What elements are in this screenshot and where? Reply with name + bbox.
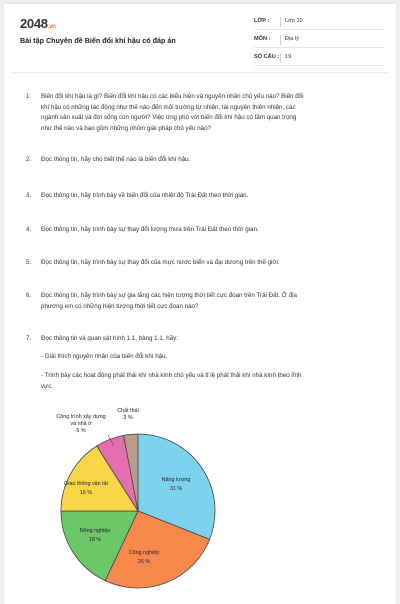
question-line: Đọc thông tin, hãy trình bày sự gia tăng các hiện tượng thời tiết cực đoan trên Trái Đất. Ở địa: [41, 292, 297, 299]
question-number: 2.: [26, 156, 32, 163]
question-line: như thế nào và bao gồm những nhóm giải pháp chủ yếu nào?: [41, 124, 211, 132]
question-text: [41, 155, 378, 166]
meta-value: Lớp 10: [285, 18, 303, 24]
question-number: 6.: [26, 292, 32, 299]
meta-label: SỐ CÂU :: [254, 54, 280, 60]
logo-suffix: .vn: [47, 24, 56, 30]
question-text: [41, 191, 378, 202]
meta-value: 19: [285, 54, 292, 60]
question-text: [41, 258, 378, 269]
logo-text: 2048: [20, 16, 48, 31]
bullet-line: vực.: [41, 382, 54, 390]
slice-label: Năng lượng 31 %: [161, 477, 191, 492]
question-line: ngành sản xuất và đời sống con người? Việc ứng phó với biến đổi khí hậu có tầm quan trọng: [41, 114, 297, 121]
question-number: 3.: [26, 192, 32, 199]
document-page: [4, 4, 396, 604]
pie-chart-svg: [48, 404, 228, 594]
site-logo[interactable]: [20, 16, 56, 31]
meta-row-class: [254, 17, 384, 30]
question-line: Đọc thông tin, hãy trình bày sự thay đổi của mực nước biển và đại dương trên thế giới.: [41, 259, 280, 266]
meta-label: LỚP :: [254, 18, 270, 24]
slice-label: Giao thông vận tải 16 %: [64, 481, 108, 496]
slice-label: Chất thải 3 %: [117, 408, 139, 421]
question-line: Đọc thông tin và quan sát hình 1.1, bảng 1.1, hãy:: [41, 335, 178, 342]
question-text: [41, 291, 378, 312]
question-text: [41, 225, 378, 236]
meta-row-count: [254, 53, 384, 66]
slice-label: Nông nghiệp 18 %: [79, 528, 111, 543]
meta-label: MÔN :: [254, 36, 271, 42]
meta-row-subject: [254, 35, 384, 48]
question-text: [41, 334, 378, 345]
question-number: 1.: [26, 93, 32, 100]
bullet-1: [41, 352, 371, 363]
pie-chart: [48, 404, 228, 594]
question-number: 4.: [26, 226, 32, 233]
header-divider: [12, 72, 388, 73]
bullet-line: - Trình bày các hoạt động phát thải khí nhà kính chủ yếu và tỉ lệ phát thải khí nhà kính theo lĩnh: [41, 372, 302, 379]
slice-label: Công trình xây dựng và nhà ở 6 %: [56, 414, 106, 434]
question-line: phương em có những hiện tượng thời tiết cực đoan nào?: [41, 302, 199, 310]
bullet-2: [41, 371, 371, 392]
bullet-line: - Giải thích nguyên nhân của biến đổi khí hậu.: [41, 353, 168, 360]
page-title: Bài tập Chuyên đề Biến đổi khí hậu có đáp án: [20, 36, 176, 45]
question-line: Đọc thông tin, hãy trình bày sự thay đổi lượng mưa trên Trái Đất theo thời gian.: [41, 226, 259, 233]
meta-table: [254, 17, 384, 71]
question-number: 7.: [26, 335, 32, 342]
page-header: [4, 4, 396, 66]
slice-label: Công nghiệp 26 %: [128, 550, 160, 565]
question-number: 5.: [26, 259, 32, 266]
question-line: Đọc thông tin, hãy trình bày về biến đổi của nhiệt độ Trái Đất theo thời gian.: [41, 192, 249, 199]
question-line: khí hậu có những tác động như thế nào đến môi trường tự nhiên, tài nguyên thiên nhiên, các: [41, 103, 296, 111]
question-line: Đọc thông tin, hãy cho biết thế nào là biến đổi khí hậu.: [41, 156, 191, 163]
meta-value: Địa lý: [285, 36, 299, 42]
question-line: Biến đổi khí hậu là gì? Biến đổi khí hậu có các biểu hiện và nguyên nhân chủ yếu nào? Biến đổi: [41, 93, 304, 100]
question-text: [41, 92, 378, 134]
